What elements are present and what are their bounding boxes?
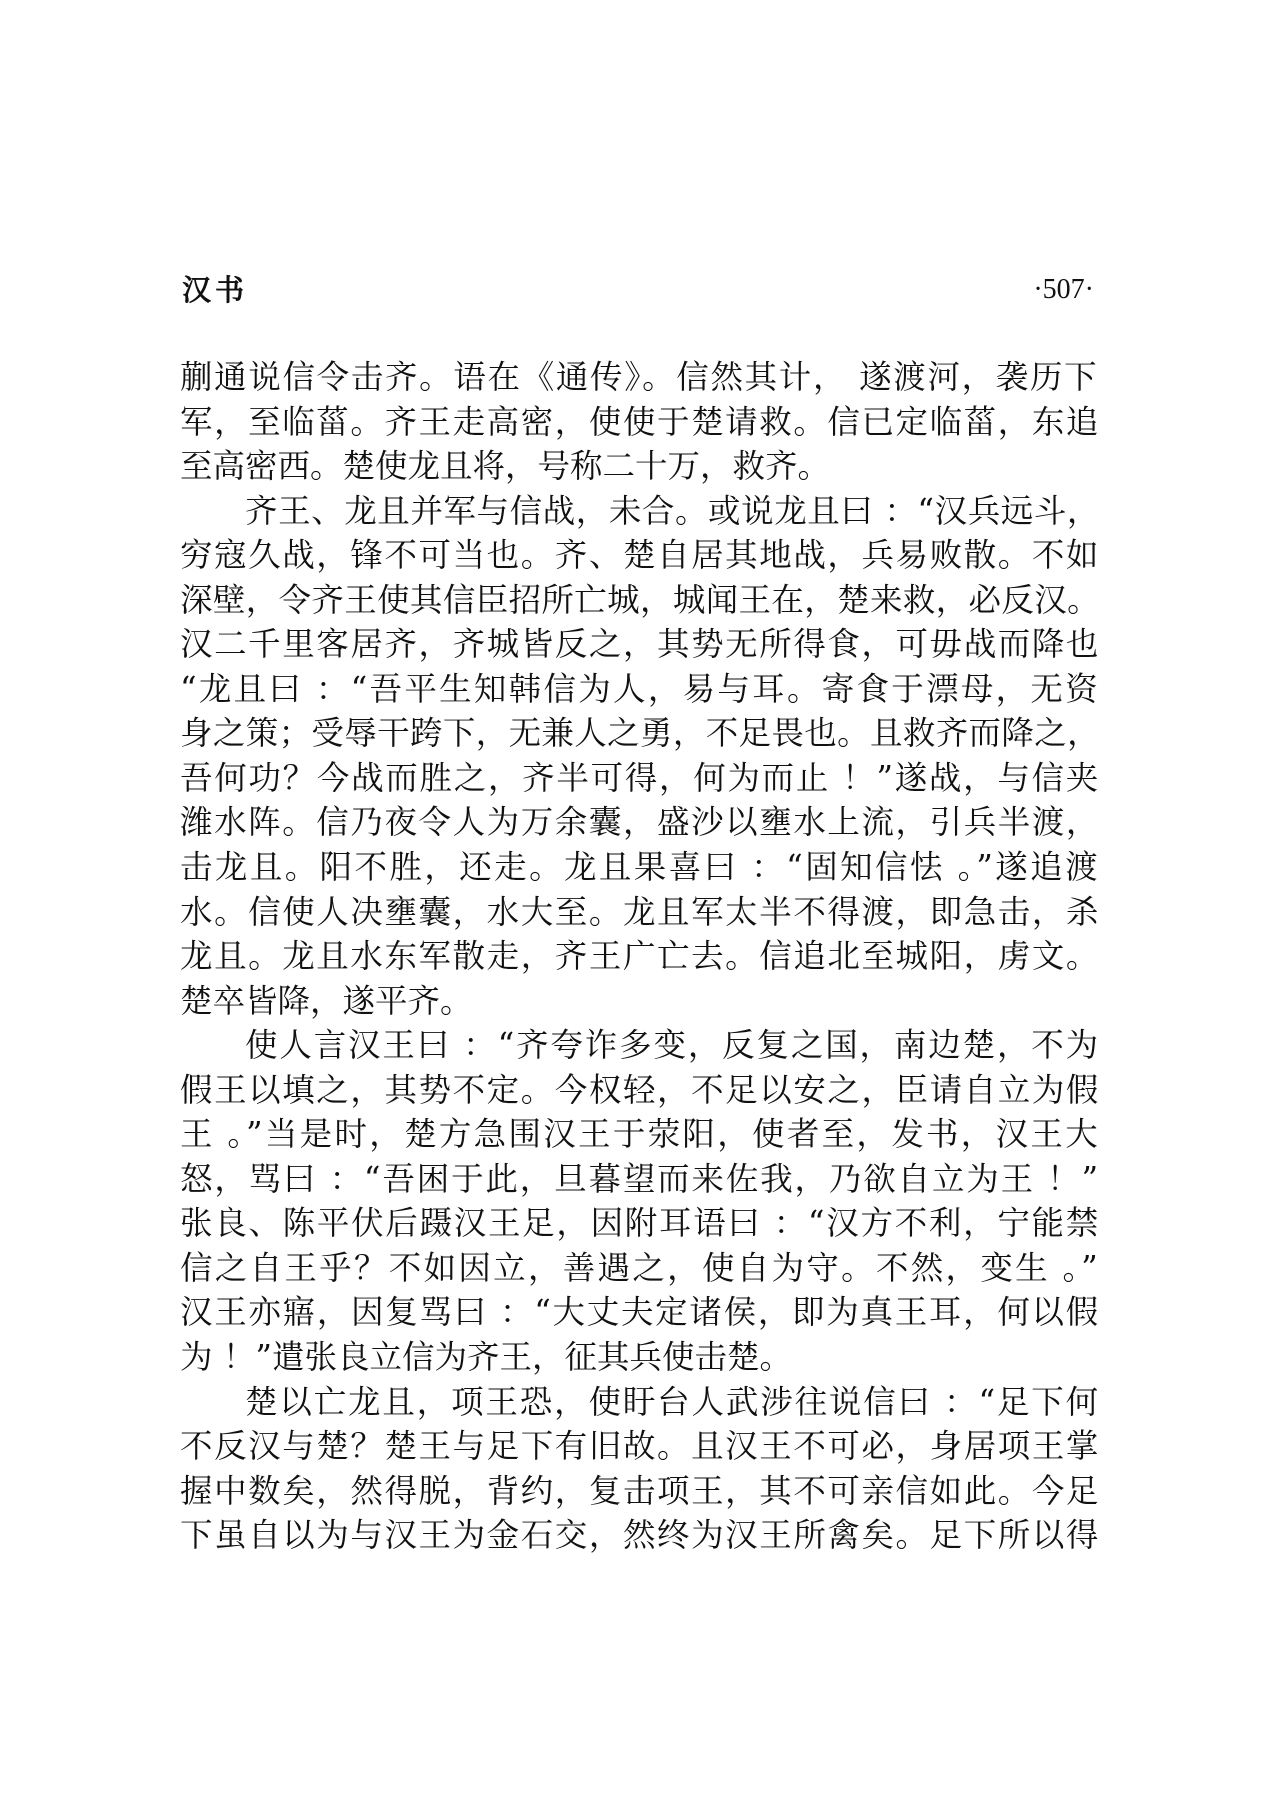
text-line: 击龙且。阳不胜，还走。龙且果喜曰 ：“固知信怯 。”遂追渡 xyxy=(180,848,1100,887)
text-line: 为 ！”遣张良立信为齐王，征其兵使击楚。 xyxy=(180,1338,792,1377)
text-line: 楚以亡龙且，项王恐，使盱台人武涉往说信曰 ：“足下何 xyxy=(245,1382,1100,1421)
text-line: 齐王、龙且并军与信战，未合。或说龙且曰 ：“汉兵远斗， xyxy=(245,491,1100,530)
book-title: 汉书 xyxy=(182,273,249,307)
text-line: 信之自王乎？不如因立，善遇之，使自为守。不然，变生 。” xyxy=(180,1248,1100,1287)
text-line: 深壁，令齐王使其信臣招所亡城，城闻王在，楚来救，必反汉。 xyxy=(180,580,1100,619)
text-line: 身之策；受辱干跨下，无兼人之勇，不足畏也。且救齐而降之， xyxy=(180,714,1100,753)
text-line: 汉王亦寤，因复骂曰 ：“大丈夫定诸侯，即为真王耳，何以假 xyxy=(180,1293,1100,1332)
text-line: 不反汉与楚？楚王与足下有旧故。且汉王不可必，身居项王掌 xyxy=(180,1427,1100,1466)
text-line: 龙且。龙且水东军散走，齐王广亡去。信追北至城阳，虏文。 xyxy=(180,937,1100,976)
text-line: 至高密西。楚使龙且将，号称二十万，救齐。 xyxy=(180,447,831,486)
text-line: 怒，骂曰 ：“吾困于此，旦暮望而来佐我，乃欲自立为王 ！” xyxy=(180,1159,1100,1198)
text-line: 王 。”当是时，楚方急围汉王于荥阳，使者至，发书，汉王大 xyxy=(180,1115,1100,1154)
text-line: “龙且曰 ：“吾平生知韩信为人，易与耳。寄食于漂母，无资 xyxy=(180,669,1100,708)
text-line: 下虽自以为与汉王为金石交，然终为汉王所禽矣。足下所以得 xyxy=(180,1516,1100,1555)
text-line: 汉二千里客居齐，齐城皆反之，其势无所得食，可毋战而降也 xyxy=(180,625,1100,664)
text-line: 假王以填之，其势不定。今权轻，不足以安之，臣请自立为假 xyxy=(180,1070,1100,1109)
text-line: 使人言汉王曰 ：“齐夸诈多变，反复之国，南边楚，不为 xyxy=(245,1026,1100,1065)
text-line: 楚卒皆降，遂平齐。 xyxy=(180,981,473,1020)
text-line: 军，至临菑。齐王走高密，使使于楚请救。信已定临菑，东追 xyxy=(180,402,1100,441)
text-line: 张良、陈平伏后蹑汉王足，因附耳语曰 ：“汉方不利，宁能禁 xyxy=(180,1204,1100,1243)
running-header xyxy=(182,270,1094,310)
text-line: 水。信使人决壅囊，水大至。龙且军太半不得渡，即急击，杀 xyxy=(180,892,1100,931)
text-line: 穷寇久战，锋不可当也。齐、楚自居其地战，兵易败散。不如 xyxy=(180,536,1100,575)
page-number: ·507· xyxy=(1033,274,1094,305)
body-text xyxy=(180,355,1100,1558)
text-line: 潍水阵。信乃夜令人为万余囊，盛沙以壅水上流，引兵半渡， xyxy=(180,803,1100,842)
text-line: 吾何功？今战而胜之，齐半可得，何为而止 ！”遂战，与信夹 xyxy=(180,758,1100,797)
text-line: 蒯通说信令击齐。语在《通传》。信然其计， 遂渡河，袭历下 xyxy=(180,358,1099,396)
text-line: 握中数矣，然得脱，背约，复击项王，其不可亲信如此。今足 xyxy=(180,1471,1100,1510)
